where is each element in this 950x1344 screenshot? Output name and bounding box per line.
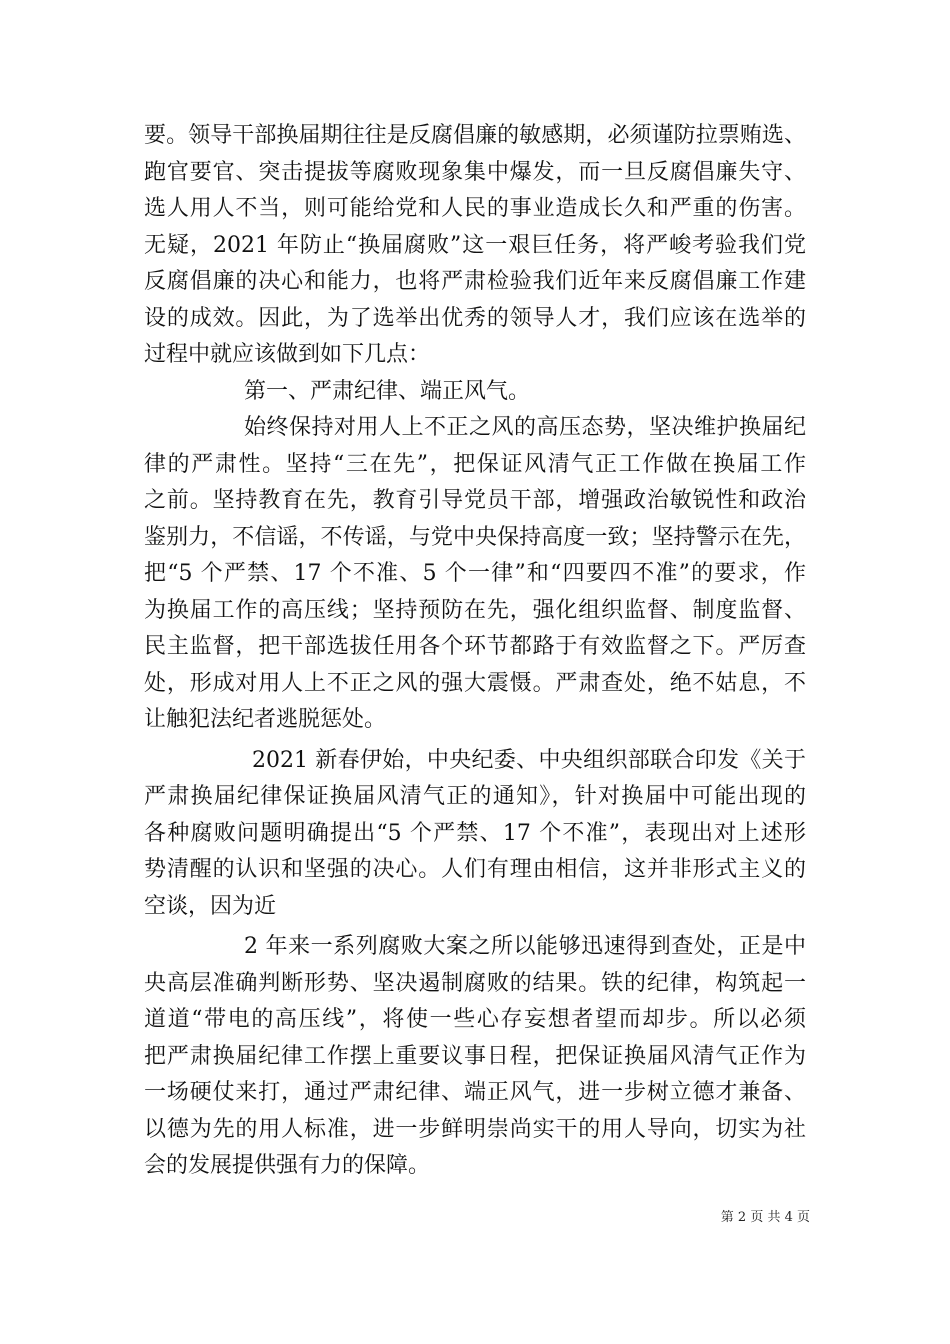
body-line: 2021 新春伊始，中央纪委、中央组织部联合印发《关于 — [252, 747, 806, 773]
body-line: 2 年来一系列腐败大案之所以能够迅速得到查处，正是中 — [244, 934, 806, 959]
body-line: 鉴别力，不信谣，不传谣，与党中央保持高度一致；坚持警示在先， — [144, 524, 806, 550]
body-line: 央高层准确判断形势、坚决遏制腐败的结果。铁的纪律，构筑起一 — [144, 970, 806, 996]
body-line: 把“5 个严禁、17 个不准、5 个一律”和“四要四不准”的要求，作 — [144, 561, 806, 586]
body-line: 让触犯法纪者逃脱惩处。 — [144, 707, 387, 732]
body-line: 一场硬仗来打，通过严肃纪律、端正风气，进一步树立德才兼备、 — [144, 1080, 806, 1105]
body-line: 无疑，2021 年防止“换届腐败”这一艰巨任务，将严峻考验我们党 — [144, 232, 806, 258]
body-line: 会的发展提供强有力的保障。 — [144, 1153, 431, 1178]
body-line: 道道“带电的高压线”，将使一些心存妄想者望而却步。所以必须 — [144, 1007, 806, 1032]
body-line: 各种腐败问题明确提出“5 个严禁、17 个不准”，表现出对上述形 — [144, 820, 806, 846]
body-line: 以德为先的用人标准，进一步鲜明崇尚实干的用人导向，切实为社 — [144, 1116, 806, 1142]
body-line: 民主监督，把干部选拔任用各个环节都路于有效监督之下。严厉查 — [144, 634, 806, 659]
body-line: 设的成效。因此，为了选举出优秀的领导人才，我们应该在选举的 — [144, 305, 806, 331]
body-line: 反腐倡廉的决心和能力，也将严肃检验我们近年来反腐倡廉工作建 — [144, 269, 806, 294]
body-line: 过程中就应该做到如下几点： — [144, 342, 431, 367]
body-line: 严肃换届纪律保证换届风清气正的通知》，针对换届中可能出现的 — [144, 784, 806, 809]
body-line: 跑官要官、突击提拔等腐败现象集中爆发，而一旦反腐倡廉失守、 — [144, 159, 806, 185]
body-line: 律的严肃性。坚持“三在先”，把保证风清气正工作做在换届工作 — [144, 451, 806, 477]
body-line: 处，形成对用人上不正之风的强大震慑。严肃查处，绝不姑息，不 — [144, 670, 806, 696]
body-line: 把严肃换届纪律工作摆上重要议事日程，把保证换届风清气正作为 — [144, 1043, 806, 1069]
body-line: 为换届工作的高压线；坚持预防在先，强化组织监督、制度监督、 — [144, 597, 806, 623]
body-line: 空谈，因为近 — [144, 893, 277, 919]
body-line: 要。领导干部换届期往往是反腐倡廉的敏感期，必须谨防拉票贿选、 — [144, 123, 806, 148]
section-heading: 第一、严肃纪律、端正风气。 — [244, 378, 531, 404]
page-number-footer: 第 2 页 共 4 页 — [720, 1210, 810, 1225]
body-line: 之前。坚持教育在先，教育引导党员干部，增强政治敏锐性和政治 — [144, 488, 806, 513]
document-body — [144, 118, 806, 1185]
body-line: 势清醒的认识和坚强的决心。人们有理由相信，这并非形式主义的 — [144, 857, 806, 882]
body-line: 始终保持对用人上不正之风的高压态势，坚决维护换届纪 — [244, 415, 806, 440]
body-line: 选人用人不当，则可能给党和人民的事业造成长久和严重的伤害。 — [144, 196, 806, 221]
